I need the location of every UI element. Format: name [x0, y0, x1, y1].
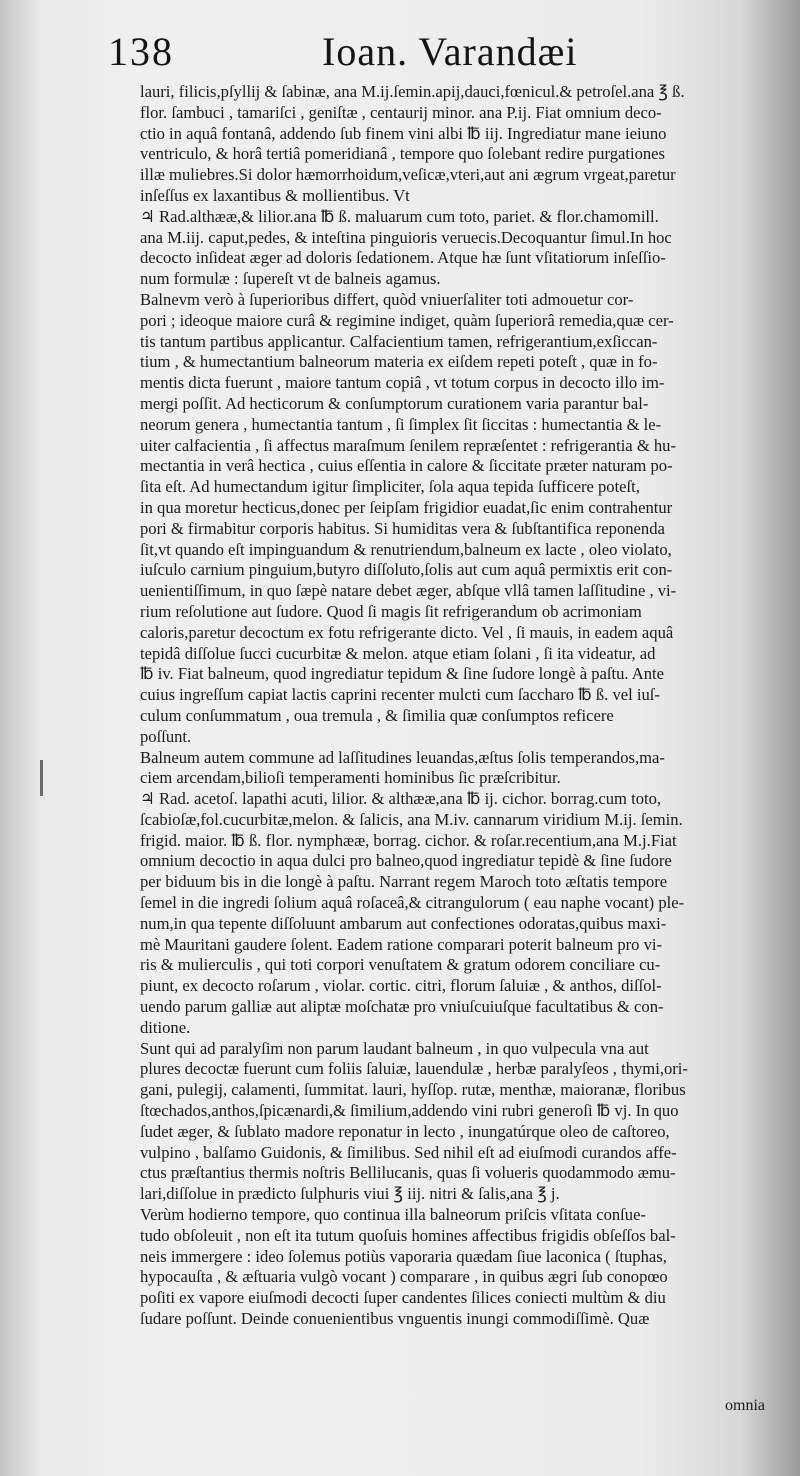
text-line: rium reſolutione aut ſudore. Quod ſi magis ſit refrigerandum ob acrimoniam: [140, 601, 642, 621]
text-line: lari,diſſolue in prædicto ſulphuris viui ℥ iij. nitri & ſalis,ana ℥ j.: [140, 1184, 560, 1204]
text-line: gani, pulegij, calamenti, ſummitat. lauri, hyſſop. rutæ, menthæ, maioranæ, floribus: [140, 1080, 686, 1100]
text-line: ana M.iij. caput,pedes, & inteſtina pinguioris veruecis.Decoquantur ſimul.In hoc: [140, 227, 672, 247]
text-line: vulpino , balſamo Guidonis, & ſimilibus. Sed nihil eſt ad eiuſmodi curandos affe-: [140, 1142, 677, 1162]
text-line: plures decoctæ fuerunt cum foliis ſaluiæ, lauendulæ , herbæ paralyſeos , thymi,ori-: [140, 1059, 688, 1079]
text-line: illæ muliebres.Si dolor hæmorrhoidum,veſicæ,vteri,aut ani ægrum vrgeat,paretur: [140, 165, 676, 185]
text-line: pori & firmabitur corporis habitus. Si humiditas vera & ſubſtantifica reponenda: [140, 518, 665, 538]
text-line: mergi poſſit. Ad hecticorum & conſumptorum curationem varia parantur bal-: [140, 393, 649, 413]
text-line: mè Mauritani gaudere ſolent. Eadem ratione comparari poterit balneum pro vi-: [140, 934, 663, 954]
running-head: Ioan. Varandæi: [322, 29, 578, 74]
text-line: iuſculo carnium pinguium,butyro diſſoluto,ſolis aut cum aquâ permixtis erit con-: [140, 560, 673, 580]
text-line: ciem arcendam,bilioſi temperamenti hominibus ſic præſcribitur.: [140, 768, 561, 788]
text-line: in qua moretur hecticus,donec per ſeipſam frigidior euadat,ſic enim contrahentur: [140, 497, 673, 517]
text-line: ſemel in die ingredi ſolium aquâ roſaceâ,& citrangulorum ( eau naphe vocant) ple-: [140, 893, 685, 913]
text-line: tudo obſoleuit , non eſt ita tutum quoſuis homines affectibus frigidis obſeſſos bal-: [140, 1225, 676, 1245]
text-line: mentis dicta fuerunt , maiore tantum copiâ , vt totum corpus in decocto illo im-: [140, 373, 665, 393]
text-line: neorum genera , humectantia tantum , ſi ſimplex ſit ſiccitas : humectantia & le-: [140, 414, 662, 434]
text-line: ſudare poſſunt. Deinde conuenientibus vnguentis inungi commodiſſimè. Quæ: [140, 1309, 650, 1329]
text-line: neis immergere : ideo ſolemus potiùs vaporaria quædam ſiue laconica ( ſtuphas,: [140, 1246, 667, 1266]
margin-mark: [40, 760, 43, 796]
text-line: hypocauſta , & æſtuaria vulgò vocant ) comparare , in quibus ægri ſub conopœo: [140, 1267, 668, 1287]
text-line: Balnevm verò à ſuperioribus differt, quòd vniuerſaliter toti admouetur cor-: [140, 289, 634, 309]
text-line: Sunt qui ad paralyſim non parum laudant balneum , in quo vulpecula vna aut: [140, 1038, 649, 1058]
text-line: ſtœchados,anthos,ſpicænardi,& ſimilium,addendo vini rubri generoſi ℔ vj. In quo: [140, 1101, 679, 1121]
text-line: decocto inſideat æger ad doloris ſedationem. Atque hæ ſunt vſitatiorum inſeſſio-: [140, 248, 666, 268]
text-line: tis tantum partibus applicantur. Calfacientium tamen, refrigerantium,exſiccan-: [140, 331, 658, 351]
text-line: poſſunt.: [140, 726, 192, 746]
text-line: poſiti ex vapore eiuſmodi decocti ſuper candentes ſilices coniecti multùm & diu: [140, 1288, 666, 1308]
page-number: 138: [108, 29, 174, 74]
text-line: piunt, ex decocto roſarum , violar. cortic. citri, florum ſaluiæ , & anthos, diſſol-: [140, 976, 662, 996]
text-line: ♃ Rad.althææ,& lilior.ana ℔ ß. maluarum cum toto, pariet. & flor.chamomill.: [140, 206, 659, 226]
text-line: ventriculo, & horâ tertiâ pomeridianâ , tempore quo ſolebant redire purgationes: [140, 144, 665, 164]
text-line: Balneum autem commune ad laſſitudines leuandas,æſtus ſolis temperandos,ma-: [140, 747, 665, 767]
page-header: [108, 28, 628, 84]
text-line: ♃ Rad. acetoſ. lapathi acuti, lilior. & althææ,ana ℔ ij. cichor. borrag.cum toto,: [140, 789, 662, 809]
text-line: ctus præſtantius thermis noſtris Bellilucanis, quas ſi volueris quodammodo æmu-: [140, 1163, 676, 1183]
text-line: inſeſſus ex laxantibus & mollientibus. Vt: [140, 185, 410, 205]
text-line: cuius ingreſſum capiat lactis caprini recenter mulcti cum ſaccharo ℔ ß. vel iuſ-: [140, 685, 660, 705]
text-line: uiter calfacientia , ſi affectus maraſmum ſenilem repræſentet : refrigerantia & hu-: [140, 435, 676, 455]
text-line: ℔ iv. Fiat balneum, quod ingrediatur tepidum & ſine ſudore longè à paſtu. Ante: [140, 664, 665, 684]
text-line: uenientiſſimum, in quo ſæpè natare debet æger, abſque vllâ tamen laſſitudine , vi-: [140, 581, 677, 601]
text-line: ctio in aquâ fontanâ, addendo ſub finem vini albi ℔ iij. Ingrediatur mane ieiuno: [140, 123, 667, 143]
text-line: ſcabioſæ,fol.cucurbitæ,melon. & ſalicis, ana M.iv. cannarum viridium M.ij. ſemin.: [140, 809, 683, 829]
catchword: omnia: [725, 1397, 765, 1414]
text-line: frigid. maior. ℔ ß. flor. nymphææ, borrag. cichor. & roſar.recentium,ana M.j.Fiat: [140, 830, 677, 850]
text-line: Verùm hodierno tempore, quo continua illa balneorum priſcis vſitata conſue-: [140, 1205, 646, 1225]
text-line: ditione.: [140, 1017, 191, 1037]
text-line: per biduum bis in die longè à paſtu. Narrant regem Maroch toto æſtatis tempore: [140, 872, 668, 892]
text-line: pori ; ideoque maiore curâ & regimine indiget, quàm ſuperiorâ remedia,quæ cer-: [140, 310, 674, 330]
text-line: ris & mulierculis , qui toti corpori venuſtatem & gratum odorem conciliare cu-: [140, 955, 661, 975]
text-line: ſita eſt. Ad humectandum igitur ſimpliciter, ſola aqua tepida ſufficere poteſt,: [140, 477, 640, 497]
text-line: culum conſummatum , oua tremula , & ſimilia quæ conſumptos reficere: [140, 705, 614, 725]
text-line: omnium decoctio in aqua dulci pro balneo,quod ingrediatur tepidè & ſine ſudore: [140, 851, 672, 871]
text-line: caloris,paretur decoctum ex fotu refrigerante dicto. Vel , ſi mauis, in eadem aquâ: [140, 622, 674, 642]
text-line: uendo parum galliæ aut aliptæ moſchatæ pro vniuſcuiuſque facultatibus & con-: [140, 997, 664, 1017]
text-line: num formulæ : ſupereſt vt de balneis agamus.: [140, 269, 441, 289]
text-line: ſit,vt quando eſt impinguandum & renutriendum,balneum ex lacte , oleo violato,: [140, 539, 672, 559]
text-line: lauri, filicis,pſyllij & ſabinæ, ana M.ij.ſemin.apij,dauci,fœnicul.& petroſel.ana ℥ ß.: [140, 82, 685, 101]
text-line: num,in qua tepente diſſoluunt ambarum aut confectiones odoratas,quibus maxi-: [140, 913, 667, 933]
text-line: tepidâ diſſolue ſucci cucurbitæ & melon. atque etiam ſolani , ſi ita videatur, ad: [140, 643, 656, 663]
text-line: flor. ſambuci , tamariſci , geniſtæ , centaurij minor. ana P.ij. Fiat omnium deco-: [140, 102, 662, 122]
body-text: [140, 82, 765, 1330]
text-line: ſudet æger, & ſublato madore reponatur in lecto , inungatúrque oleo de caſtoreo,: [140, 1121, 670, 1141]
text-line: tium , & humectantium balneorum materia ex eiſdem repeti poteſt , quæ in fo-: [140, 352, 658, 372]
text-line: mectantia in verâ hectica , cuius eſſentia in calore & ſiccitate præter naturam po-: [140, 456, 673, 476]
